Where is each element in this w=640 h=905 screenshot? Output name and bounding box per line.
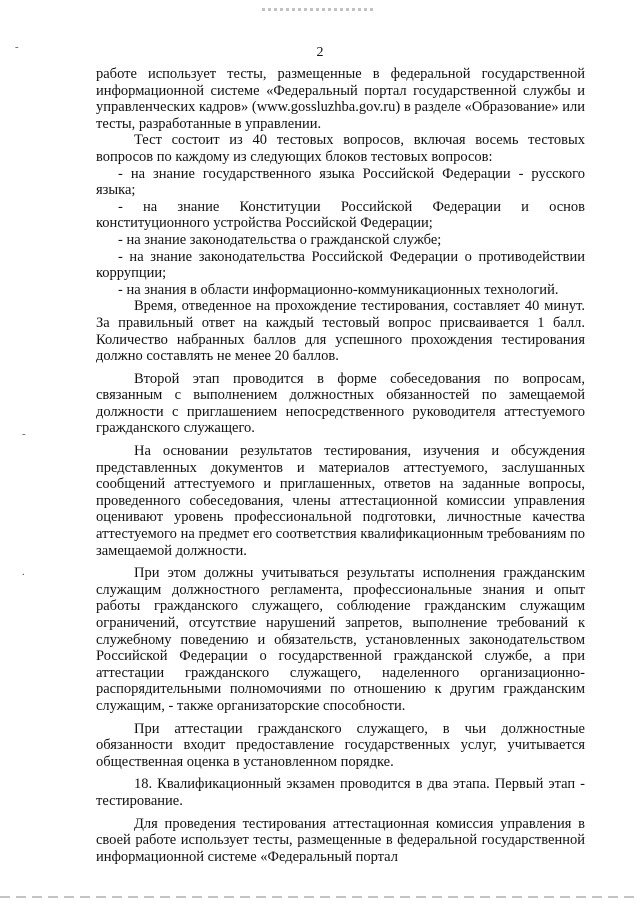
paragraph: При аттестации гражданского служащего, в чьи должностные обязанности входит предоставление государственных услуг, учитывается общественная оценка в установленном порядке. [96,720,585,770]
scan-artifact-top [262,8,374,11]
list-item: - на знание государственного языка Российской Федерации - русского языка; [96,165,585,199]
paragraph: При этом должны учитываться результаты исполнения гражданским служащим должностного регламента, профессиональные знания и опыт работы гражданского служащего, соблюдение гражданским служащим ограничений, отсутствие нарушений запретов, выполнение требований к служебному поведению и обязательств, установленных законодательством Российской Федерации о государственной гражданской службе, а при аттестации гражданского служащего, наделенного организационно-распорядительными полномочиями по отношению к другим гражданским служащим, - также организаторские способности. [96,565,585,714]
margin-mark: . [22,566,25,578]
paragraph: Тест состоит из 40 тестовых вопросов, включая восемь тестовых вопросов по каждому из следующих блоков тестовых вопросов: [96,132,585,165]
list-item: - на знания в области информационно-коммуникационных технологий. [118,281,559,298]
document-body [96,66,585,865]
list-item: - на знание законодательства Российской Федерации о противодействии коррупции; [96,248,585,282]
page-number: 2 [316,45,324,60]
paragraph: Второй этап проводится в форме собеседования по вопросам, связанным с выполнением должностных обязанностей по замещаемой должности с приглашением непосредственного руководителя аттестуемого гражданского служащего. [96,370,585,437]
margin-mark: - [22,428,26,440]
list-item: - на знание Конституции Российской Федерации и основ конституционного устройства Российской Федерации; [96,198,585,232]
list-item: - на знание законодательства о гражданской службе; [118,231,442,248]
margin-mark: - [15,41,19,53]
scan-artifact-bottom [0,896,640,898]
paragraph: 18. Квалификационный экзамен проводится в два этапа. Первый этап - тестирование. [96,776,585,809]
paragraph: Время, отведенное на прохождение тестирования, составляет 40 минут. За правильный ответ на каждый тестовый вопрос присваивается 1 балл. Количество набранных баллов для успешного прохождения тестирования должно составлять не менее 20 баллов. [96,298,585,365]
paragraph: На основании результатов тестирования, изучения и обсуждения представленных документов и материалов аттестуемого, заслушанных сообщений аттестуемого и приглашенных, ответов на заданные вопросы, проведенного собеседования, члены аттестационной комиссии управления оценивают уровень профессиональной подготовки, личностные качества аттестуемого на предмет его соответствия квалификационным требованиям по замещаемой должности. [96,443,585,559]
paragraph: Для проведения тестирования аттестационная комиссия управления в своей работе использует тесты, размещенные в федеральной государственной информационной системе «Федеральный портал [96,815,585,865]
paragraph: работе использует тесты, размещенные в федеральной государственной информационной системе «Федеральный портал государственной службы и управленческих кадров» (www.gossluzhba.gov.ru) в разделе «Образование» или тесты, разработанные в управлении. [96,66,585,132]
